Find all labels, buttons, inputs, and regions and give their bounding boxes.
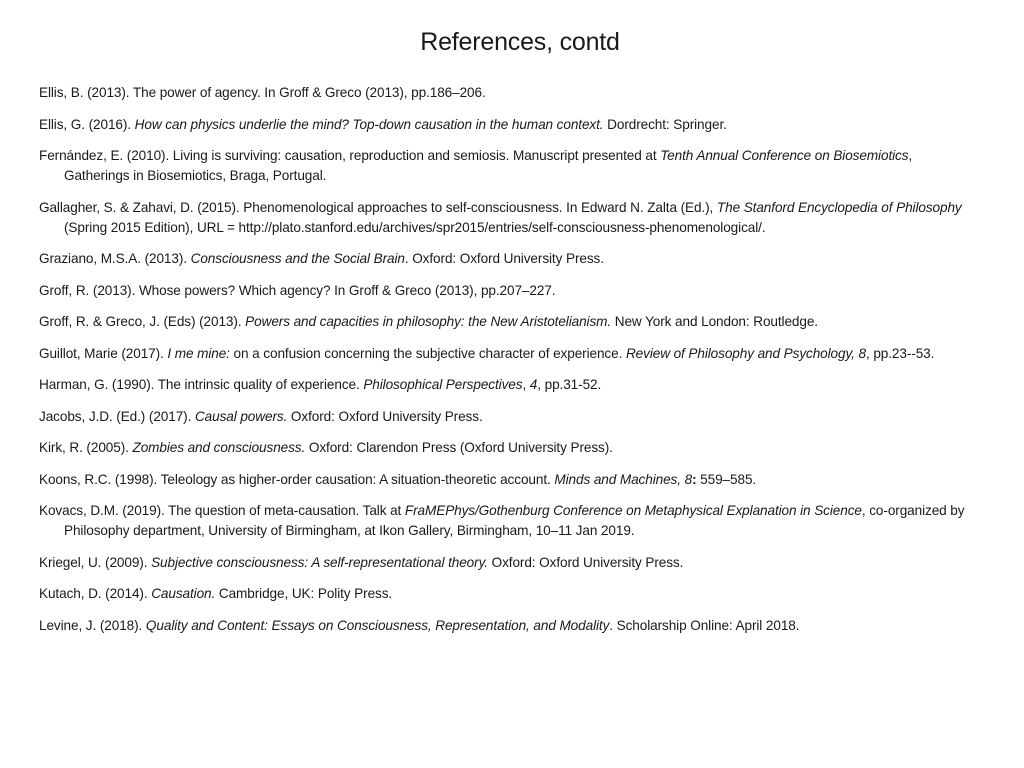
reference-text: , Gatherings in Biosemiotics, Braga, Portugal.: [64, 148, 913, 183]
reference-text: , co-organized by Philosophy department, University of Birmingham, at Ikon Gallery, Birmingham, 10–11 Jan 2019.: [64, 503, 965, 538]
reference-italic-text: I me mine:: [167, 345, 230, 361]
reference-entry: [39, 438, 974, 458]
reference-italic-text: Review of Philosophy and Psychology, 8: [625, 345, 866, 361]
reference-text: Gallagher, S. & Zahavi, D. (2015). Phenomenological approaches to self-consciousness. In Edward N. Zalta (Ed.),: [39, 199, 717, 215]
reference-italic-text: FraMEPhys/Gothenburg Conference on Metaphysical Explanation in Science: [404, 503, 862, 518]
reference-text: Kirk, R. (2005).: [39, 440, 133, 455]
reference-text: Groff, R. (2013). Whose powers? Which agency? In Groff & Greco (2013), pp.207–227.: [39, 282, 556, 298]
reference-italic-text: Tenth Annual Conference on Biosemiotics: [660, 148, 909, 163]
reference-text: Dordrecht: Springer.: [603, 116, 727, 132]
reference-text: . Oxford: Oxford University Press.: [404, 251, 604, 266]
reference-entry: [39, 616, 974, 636]
reference-text: Kutach, D. (2014).: [39, 586, 152, 601]
reference-text: Harman, G. (1990). The intrinsic quality of experience.: [39, 377, 364, 392]
reference-text: (Spring 2015 Edition), URL = http://plato.stanford.edu/archives/spr2015/entries/self-consciousness-phenomenological/.: [64, 219, 766, 235]
reference-text: Oxford: Oxford University Press.: [487, 554, 684, 570]
reference-entry: [39, 375, 974, 395]
reference-entry: [39, 249, 974, 269]
reference-entry: [39, 115, 974, 135]
reference-text: Cambridge, UK: Polity Press.: [215, 586, 393, 601]
reference-text: 559–585.: [696, 471, 757, 487]
reference-italic-text: Philosophical Perspectives: [363, 377, 523, 392]
reference-italic-text: Consciousness and the Social Brain: [190, 251, 405, 266]
reference-entry: [39, 584, 974, 604]
reference-text: Ellis, G. (2016).: [39, 116, 135, 132]
reference-text: , pp.31-52.: [537, 377, 602, 392]
reference-text: Koons, R.C. (1998). Teleology as higher-order causation: A situation-theoretic account.: [39, 471, 555, 487]
reference-entry: [39, 198, 974, 238]
reference-entry: [39, 83, 974, 103]
reference-text: Graziano, M.S.A. (2013).: [39, 251, 191, 266]
reference-entry: [39, 312, 974, 332]
reference-text: Kovacs, D.M. (2019). The question of meta-causation. Talk at: [39, 503, 405, 518]
reference-entry: [39, 501, 974, 541]
reference-entry: [39, 407, 974, 427]
reference-text: Oxford: Oxford University Press.: [287, 408, 483, 424]
reference-entry: [39, 553, 974, 573]
reference-text: on a confusion concerning the subjective character of experience.: [229, 345, 626, 361]
reference-italic-text: Quality and Content: Essays on Consciousness, Representation, and Modality: [145, 617, 610, 633]
reference-italic-text: Causation.: [151, 586, 216, 601]
reference-text: Levine, J. (2018).: [39, 617, 146, 633]
reference-text: New York and London: Routledge.: [611, 314, 818, 329]
reference-italic-text: Subjective consciousness: A self-representational theory.: [151, 554, 488, 570]
reference-text: Ellis, B. (2013). The power of agency. In Groff & Greco (2013), pp.186–206.: [39, 85, 486, 100]
page-title: References, contd: [420, 28, 620, 56]
reference-italic-text: Zombies and consciousness.: [132, 440, 306, 455]
reference-italic-text: 4: [529, 377, 538, 392]
reference-list: [39, 83, 974, 647]
reference-text: . Scholarship Online: April 2018.: [609, 617, 800, 633]
reference-italic-text: Powers and capacities in philosophy: the New Aristotelianism.: [245, 314, 612, 329]
reference-text: Oxford: Clarendon Press (Oxford University Press).: [305, 440, 613, 455]
reference-text: Jacobs, J.D. (Ed.) (2017).: [39, 408, 195, 424]
reference-entry: [39, 344, 974, 364]
reference-entry: [39, 146, 974, 186]
reference-text: Kriegel, U. (2009).: [39, 554, 152, 570]
reference-entry: [39, 470, 974, 490]
reference-italic-text: Causal powers.: [194, 408, 288, 424]
reference-text: Groff, R. & Greco, J. (Eds) (2013).: [39, 314, 246, 329]
reference-italic-text: How can physics underlie the mind? Top-down causation in the human context.: [134, 116, 604, 132]
reference-italic-text: The Stanford Encyclopedia of Philosophy: [716, 199, 962, 215]
reference-text: Fernández, E. (2010). Living is surviving: causation, reproduction and semiosis. Manuscript presented at: [39, 148, 661, 163]
reference-text: ,: [522, 377, 530, 392]
reference-entry: [39, 281, 974, 301]
reference-text: :: [692, 471, 697, 487]
reference-italic-text: Minds and Machines, 8: [554, 471, 693, 487]
reference-text: , pp.23--53.: [865, 345, 935, 361]
reference-text: Guillot, Marie (2017).: [39, 345, 168, 361]
